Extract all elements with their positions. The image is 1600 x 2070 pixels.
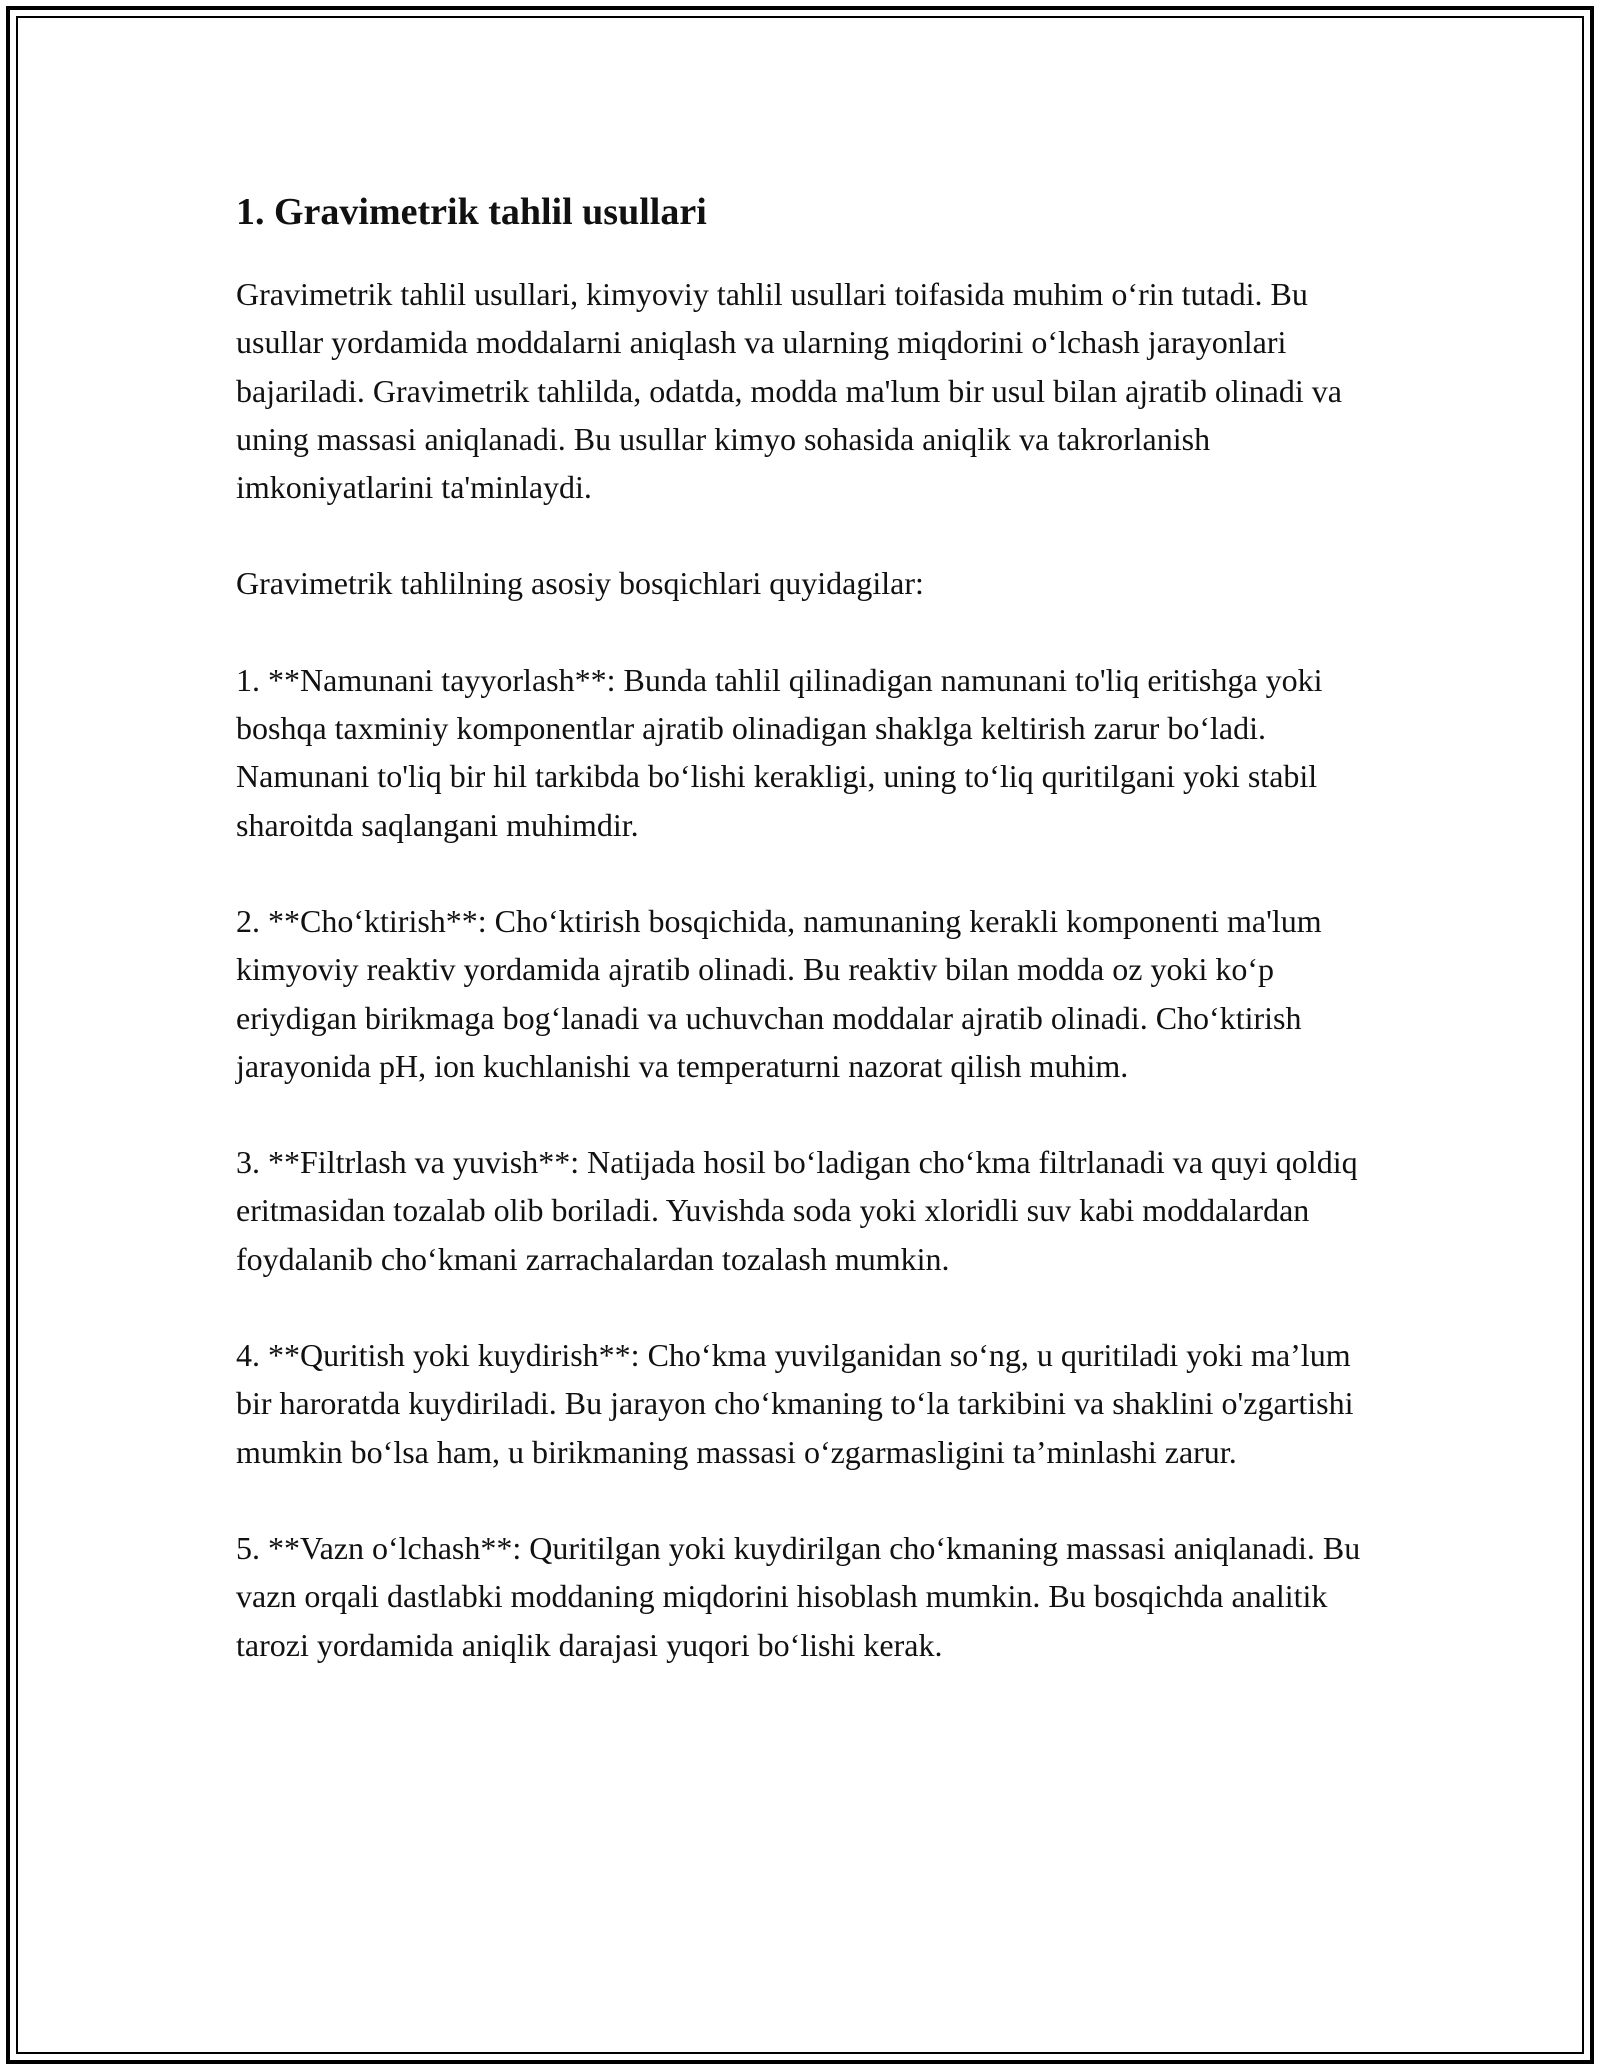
intro-paragraph: Gravimetrik tahlil usullari, kimyoviy tahlil usullari toifasida muhim o‘rin tutadi. Bu usullar yordamida moddalarni aniqlash va ularning miqdorini o‘lchash jarayonlari bajariladi. Gravimetrik tahlilda, odatda, modda ma'lum bir usul bilan ajratib olinadi va uning massasi aniqlanadi. Bu usullar kimyo sohasida aniqlik va takrorlanish imkoniyatlarini ta'minlaydi.: [236, 276, 1342, 506]
step-3-paragraph: 3. **Filtrlash va yuvish**: Natijada hosil bo‘ladigan cho‘kma filtrlanadi va quyi qoldiq eritmasidan tozalab olib boriladi. Yuvishda soda yoki xloridli suv kabi moddalardan foydalanib cho‘kmani zarrachalardan tozalash mumkin.: [236, 1144, 1358, 1277]
document-body: [236, 188, 1376, 1669]
step-2-paragraph: 2. **Cho‘ktirish**: Cho‘ktirish bosqichida, namunaning kerakli komponenti ma'lum kimyoviy reaktiv yordamida ajratib olinadi. Bu reaktiv bilan modda oz yoki ko‘p eriydigan birikmaga bog‘lanadi va uchuvchan moddalar ajratib olinadi. Cho‘ktirish jarayonida pH, ion kuchlanishi va temperaturni nazorat qilish muhim.: [236, 902, 1322, 1084]
step-4-paragraph: 4. **Quritish yoki kuydirish**: Cho‘kma yuvilganidan so‘ng, u quritiladi yoki ma’lum bir haroratda kuydiriladi. Bu jarayon cho‘kmaning to‘la tarkibini va shaklini o'zgartishi mumkin bo‘lsa ham, u birikmaning massasi o‘zgarmasligini ta’minlashi zarur.: [236, 1337, 1354, 1470]
step-1-paragraph: 1. **Namunani tayyorlash**: Bunda tahlil qilinadigan namunani to'liq eritishga yoki boshqa taxminiy komponentlar ajratib olinadigan shaklga keltirish zarur bo‘ladi. Namunani to'liq bir hil tarkibda bo‘lishi kerakligi, uning to‘liq quritilgani yoki stabil sharoitda saqlangani muhimdir.: [236, 661, 1323, 843]
steps-intro-paragraph: Gravimetrik tahlilning asosiy bosqichlari quyidagilar:: [236, 565, 924, 602]
step-5-paragraph: 5. **Vazn o‘lchash**: Quritilgan yoki kuydirilgan cho‘kmaning massasi aniqlanadi. Bu vazn orqali dastlabki moddaning miqdorini hisoblash mumkin. Bu bosqichda analitik tarozi yordamida aniqlik darajasi yuqori bo‘lishi kerak.: [236, 1529, 1361, 1663]
section-heading: 1. Gravimetrik tahlil usullari: [236, 191, 707, 233]
